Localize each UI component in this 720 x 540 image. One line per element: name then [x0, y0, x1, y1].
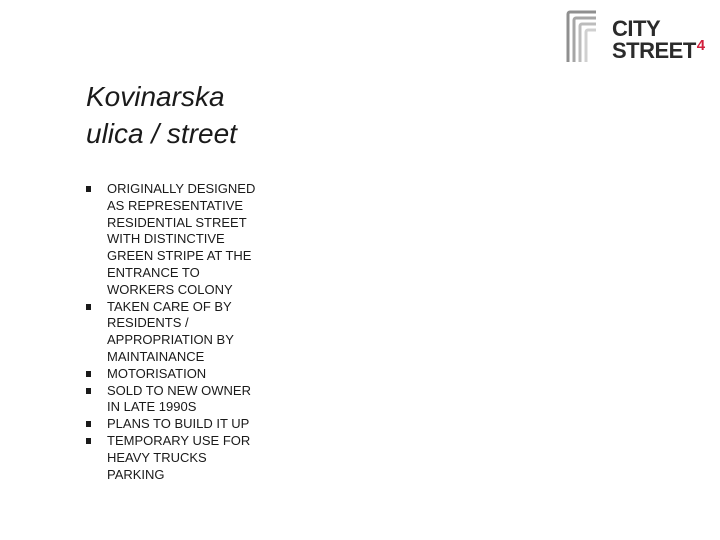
bullet-icon — [86, 388, 91, 394]
bullet-text: ORIGINALLY DESIGNED AS REPRESENTATIVE RESIDENTIAL STREET WITH DISTINCTIVE GREEN STRIPE AT THE ENTRANCE TO WORKERS COLONY — [107, 181, 256, 297]
title-line-1: Kovinarska — [86, 81, 225, 112]
list-item — [86, 383, 286, 417]
city-street-stripes-icon — [566, 10, 606, 64]
logo-wordmark — [612, 18, 705, 62]
bullet-text: MOTORISATION — [107, 365, 207, 381]
list-item — [86, 416, 286, 433]
logo-line-city: CITY — [612, 16, 661, 41]
logo-line-street — [612, 36, 705, 63]
city-street-logo — [566, 10, 716, 66]
list-item — [86, 433, 286, 483]
bullet-icon — [86, 371, 91, 377]
bullet-text: SOLD TO NEW OWNER IN LATE 1990S — [107, 382, 251, 415]
bullet-icon — [86, 421, 91, 427]
bullet-icon — [86, 304, 91, 310]
bullet-text: TAKEN CARE OF BY RESIDENTS / APPROPRIATION BY MAINTAINANCE — [107, 298, 234, 364]
list-item — [86, 181, 286, 299]
bullet-icon — [86, 186, 91, 192]
list-item — [86, 299, 286, 366]
logo-number: 4 — [696, 36, 705, 54]
bullet-text: PLANS TO BUILD IT UP — [107, 416, 250, 432]
bullet-list — [86, 181, 286, 483]
logo-street-word: STREET — [612, 38, 696, 63]
title-line-2: ulica / street — [86, 118, 237, 149]
list-item — [86, 366, 286, 383]
bullet-text: TEMPORARY USE FOR HEAVY TRUCKS PARKING — [107, 432, 251, 482]
bullet-icon — [86, 438, 91, 444]
slide-title — [86, 78, 386, 152]
